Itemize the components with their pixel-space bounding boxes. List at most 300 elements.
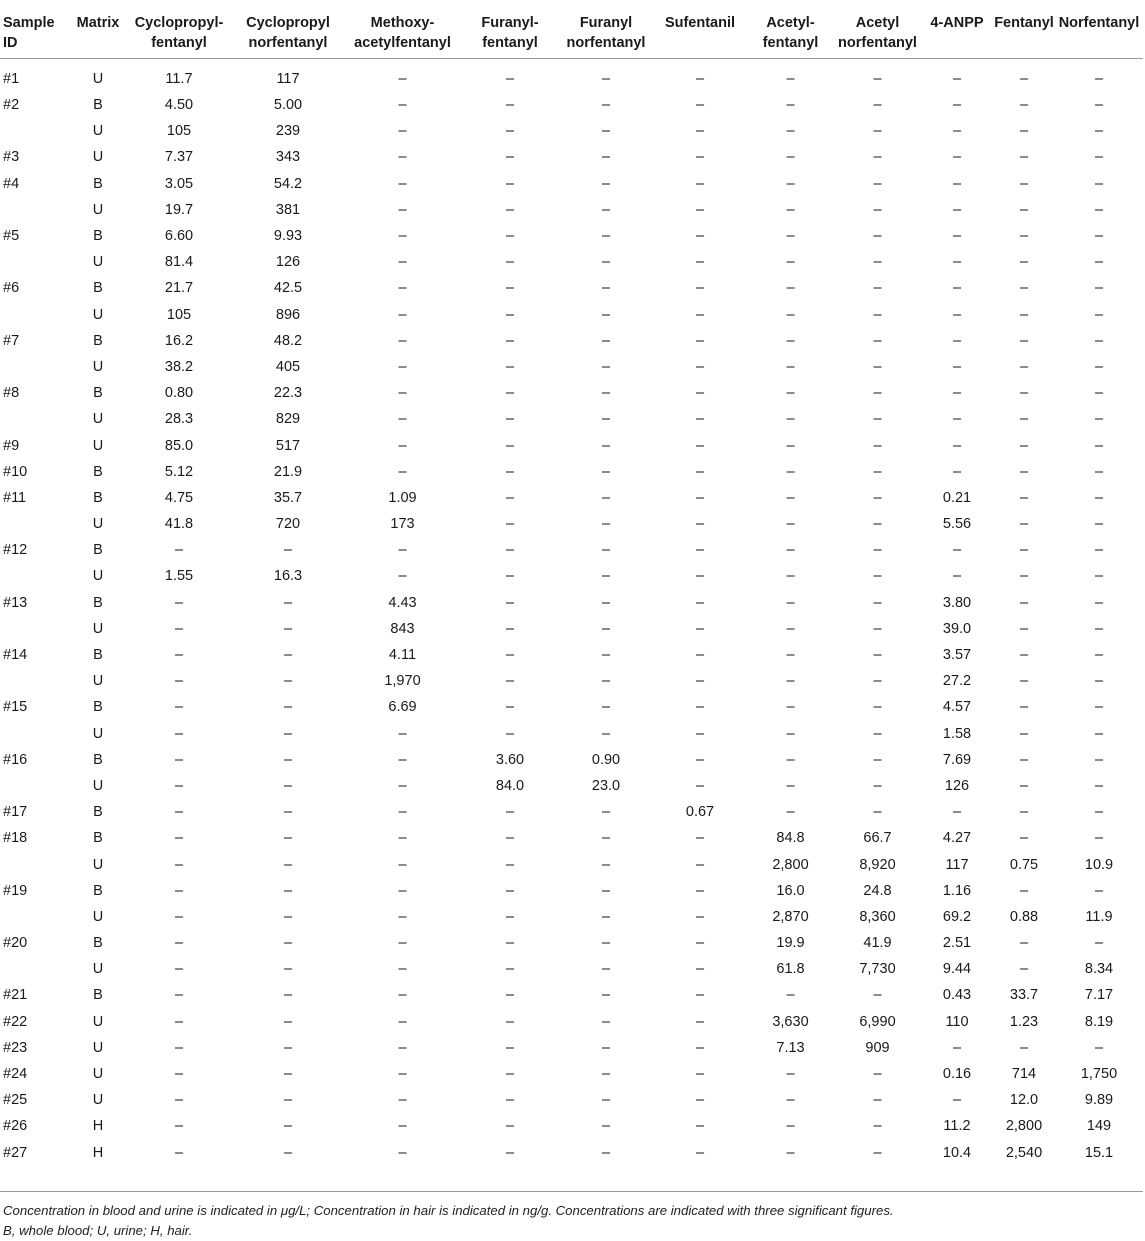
value-cell: – — [1019, 1039, 1029, 1056]
value-cell: – — [695, 358, 705, 375]
matrix-cell: B — [93, 489, 103, 506]
column-header — [461, 8, 559, 59]
column-header-line: Cyclopropyl- — [134, 15, 224, 31]
value-cell: – — [601, 1092, 611, 1109]
sample-id-cell — [0, 197, 70, 223]
column-header-line: Furanyl — [579, 15, 633, 31]
matrix-cell: U — [92, 516, 104, 533]
value-cell: 35.7 — [273, 489, 303, 506]
value-cell: – — [601, 516, 611, 533]
value-cell: – — [601, 594, 611, 611]
value-cell: 6.60 — [164, 228, 194, 245]
value-cell: – — [505, 437, 515, 454]
value-cell: – — [174, 804, 184, 821]
value-cell: – — [786, 201, 795, 218]
value-cell: 6,990 — [859, 1013, 896, 1030]
value-cell: – — [601, 1066, 611, 1083]
table-row — [0, 59, 1143, 93]
value-cell: – — [695, 1118, 705, 1135]
value-cell: – — [1094, 97, 1104, 114]
value-cell: – — [952, 332, 962, 349]
value-cell: 2,540 — [1005, 1144, 1043, 1161]
value-cell: 239 — [275, 123, 301, 140]
column-header-line: Norfentanyl — [1058, 15, 1140, 31]
value-cell: – — [873, 777, 882, 794]
matrix-cell: B — [93, 175, 103, 192]
value-cell: – — [174, 1066, 184, 1083]
value-cell: – — [601, 437, 611, 454]
value-cell: – — [873, 306, 882, 323]
value-cell: – — [873, 254, 882, 271]
value-cell: 16.0 — [776, 882, 805, 899]
value-cell: – — [1094, 777, 1104, 794]
table-row — [0, 511, 1143, 537]
value-cell: – — [601, 804, 611, 821]
value-cell: – — [601, 1118, 611, 1135]
value-cell: 12.0 — [1009, 1092, 1039, 1109]
value-cell: – — [952, 804, 962, 821]
matrix-cell: U — [92, 568, 104, 585]
value-cell: – — [952, 70, 962, 87]
value-cell: – — [283, 1066, 293, 1083]
value-cell: – — [1094, 123, 1104, 140]
value-cell: – — [398, 908, 407, 925]
value-cell: – — [786, 568, 795, 585]
sample-id-cell: #24 — [3, 1066, 28, 1083]
value-cell: 15.1 — [1084, 1144, 1114, 1161]
sample-id-cell — [0, 302, 70, 328]
value-cell: – — [174, 882, 184, 899]
value-cell: – — [1094, 830, 1104, 847]
value-cell: – — [174, 647, 184, 664]
value-cell: – — [695, 280, 705, 297]
table-row — [0, 171, 1143, 197]
value-cell: – — [786, 254, 795, 271]
value-cell: – — [786, 228, 795, 245]
value-cell: – — [398, 882, 407, 899]
value-cell: – — [1094, 516, 1104, 533]
value-cell: – — [695, 961, 705, 978]
value-cell: – — [398, 332, 407, 349]
matrix-cell: B — [93, 647, 103, 664]
value-cell: – — [873, 228, 882, 245]
value-cell: 19.7 — [164, 201, 194, 218]
value-cell: – — [1019, 568, 1029, 585]
value-cell: – — [786, 804, 795, 821]
value-cell: – — [786, 1144, 795, 1161]
value-cell: – — [1019, 699, 1029, 716]
sample-id-cell — [0, 249, 70, 275]
matrix-cell: B — [93, 97, 103, 114]
column-header-line: Sample — [3, 15, 55, 31]
value-cell: – — [505, 516, 515, 533]
value-cell: – — [505, 228, 515, 245]
value-cell: 1.23 — [1009, 1013, 1039, 1030]
value-cell: – — [873, 1092, 882, 1109]
value-cell: 16.3 — [273, 568, 303, 585]
column-header — [993, 8, 1055, 59]
value-cell: – — [786, 542, 795, 559]
value-cell: 1.55 — [164, 568, 194, 585]
matrix-cell: U — [92, 908, 104, 925]
value-cell: – — [505, 1039, 515, 1056]
column-header-line: Cyclopropyl — [246, 15, 330, 31]
value-cell: – — [873, 1118, 882, 1135]
sample-id-cell: #1 — [3, 70, 20, 87]
value-cell: 4.57 — [942, 699, 972, 716]
value-cell: – — [174, 725, 184, 742]
value-cell: 0.21 — [942, 489, 972, 506]
value-cell: – — [1094, 332, 1104, 349]
matrix-cell: B — [93, 882, 103, 899]
value-cell: – — [398, 961, 407, 978]
value-cell: – — [505, 1118, 515, 1135]
value-cell: – — [952, 411, 962, 428]
value-cell: – — [695, 882, 705, 899]
value-cell: – — [786, 385, 795, 402]
value-cell: – — [1019, 437, 1029, 454]
value-cell: – — [1094, 568, 1104, 585]
column-header — [70, 8, 126, 59]
column-header-line: Matrix — [76, 15, 120, 31]
value-cell: – — [174, 620, 184, 637]
value-cell: 896 — [275, 306, 301, 323]
table-row — [0, 354, 1143, 380]
value-cell: – — [505, 620, 515, 637]
table-row — [0, 92, 1143, 118]
sample-id-cell — [0, 616, 70, 642]
value-cell: 0.88 — [1009, 908, 1039, 925]
value-cell: – — [601, 1039, 611, 1056]
value-cell: – — [873, 1144, 882, 1161]
value-cell: – — [398, 463, 407, 480]
column-header-line: norfentanyl — [248, 35, 328, 51]
table-footnotes — [3, 1201, 894, 1241]
value-cell: – — [601, 856, 611, 873]
matrix-cell: H — [92, 1144, 104, 1161]
matrix-cell: H — [92, 1118, 104, 1135]
value-cell: – — [398, 935, 407, 952]
value-cell: – — [174, 1039, 184, 1056]
value-cell: – — [952, 385, 962, 402]
value-cell: 3.60 — [495, 751, 525, 768]
matrix-cell: U — [92, 961, 104, 978]
sample-id-cell — [0, 668, 70, 694]
value-cell: – — [786, 647, 795, 664]
value-cell: – — [283, 961, 293, 978]
column-header-line: fentanyl — [482, 35, 538, 51]
value-cell: 42.5 — [273, 280, 303, 297]
matrix-cell: U — [92, 411, 104, 428]
value-cell: 829 — [275, 411, 301, 428]
value-cell: 4.75 — [164, 489, 194, 506]
sample-id-cell: #3 — [3, 149, 20, 166]
value-cell: – — [1019, 542, 1029, 559]
matrix-cell: U — [92, 123, 104, 140]
value-cell: 5.12 — [164, 463, 194, 480]
value-cell: – — [873, 725, 882, 742]
value-cell: 2,800 — [772, 856, 809, 873]
column-header — [653, 8, 747, 59]
column-header-line: Fentanyl — [994, 15, 1054, 31]
value-cell: – — [873, 280, 882, 297]
value-cell: – — [505, 70, 515, 87]
value-cell: – — [505, 568, 515, 585]
footnote-abbreviations: B, whole blood; U, urine; H, hair. — [3, 1223, 193, 1238]
value-cell: 39.0 — [942, 620, 972, 637]
value-cell: – — [1019, 751, 1029, 768]
column-header-line: Methoxy- — [370, 15, 435, 31]
value-cell: – — [786, 725, 795, 742]
table-row — [0, 878, 1143, 904]
value-cell: – — [174, 935, 184, 952]
value-cell: 2,800 — [1005, 1118, 1043, 1135]
value-cell: – — [1094, 254, 1104, 271]
value-cell: – — [283, 804, 293, 821]
value-cell: – — [1019, 725, 1029, 742]
value-cell: 84.0 — [495, 777, 525, 794]
value-cell: 21.9 — [273, 463, 303, 480]
value-cell: – — [283, 777, 293, 794]
value-cell: – — [283, 699, 293, 716]
value-cell: 11.9 — [1085, 908, 1113, 925]
value-cell: 173 — [390, 516, 415, 533]
value-cell: – — [601, 1013, 611, 1030]
value-cell: – — [601, 830, 611, 847]
table-row — [0, 1035, 1143, 1061]
value-cell: – — [695, 254, 705, 271]
value-cell: – — [873, 175, 882, 192]
value-cell: 517 — [275, 437, 301, 454]
sample-id-cell: #19 — [3, 882, 28, 899]
value-cell: – — [283, 620, 293, 637]
value-cell: – — [786, 489, 795, 506]
matrix-cell: U — [92, 1066, 104, 1083]
value-cell: – — [283, 1013, 293, 1030]
value-cell: – — [398, 358, 407, 375]
value-cell: – — [398, 1066, 407, 1083]
value-cell: – — [505, 175, 515, 192]
value-cell: – — [1094, 489, 1104, 506]
value-cell: – — [1019, 882, 1029, 899]
value-cell: – — [505, 463, 515, 480]
column-header-line: 4-ANPP — [930, 15, 984, 31]
value-cell: – — [398, 149, 407, 166]
value-cell: – — [695, 908, 705, 925]
value-cell: – — [283, 751, 293, 768]
value-cell: 843 — [390, 620, 415, 637]
sample-id-cell: #18 — [3, 830, 28, 847]
table-row — [0, 721, 1143, 747]
value-cell: – — [174, 699, 184, 716]
value-cell: – — [952, 542, 962, 559]
value-cell: – — [1094, 542, 1104, 559]
value-cell: 85.0 — [164, 437, 194, 454]
value-cell: – — [283, 1118, 293, 1135]
value-cell: – — [873, 568, 882, 585]
table-row — [0, 302, 1143, 328]
value-cell: – — [505, 935, 515, 952]
value-cell: – — [505, 908, 515, 925]
value-cell: – — [398, 70, 407, 87]
value-cell: – — [873, 437, 882, 454]
table-bottom-rule — [0, 1191, 1143, 1192]
sample-id-cell — [0, 851, 70, 877]
value-cell: – — [1094, 437, 1104, 454]
value-cell: – — [695, 647, 705, 664]
value-cell: 405 — [275, 358, 301, 375]
value-cell: 81.4 — [164, 254, 194, 271]
value-cell: – — [695, 777, 705, 794]
value-cell: – — [398, 411, 407, 428]
value-cell: – — [505, 411, 515, 428]
value-cell: – — [174, 1144, 184, 1161]
value-cell: – — [1019, 97, 1029, 114]
sample-id-cell: #14 — [3, 647, 28, 664]
value-cell: – — [1019, 358, 1029, 375]
value-cell: – — [601, 306, 611, 323]
sample-id-cell: #13 — [3, 594, 28, 611]
matrix-cell: U — [92, 306, 104, 323]
sample-id-cell: #21 — [3, 987, 28, 1004]
sample-id-cell: #6 — [3, 280, 20, 297]
value-cell: – — [1019, 306, 1029, 323]
value-cell: – — [1019, 935, 1029, 952]
value-cell: – — [601, 542, 611, 559]
value-cell: 16.2 — [164, 332, 194, 349]
table-row — [0, 537, 1143, 563]
value-cell: 3.80 — [942, 594, 972, 611]
value-cell: – — [786, 987, 795, 1004]
value-cell: – — [1094, 1039, 1104, 1056]
value-cell: 0.75 — [1009, 856, 1039, 873]
sample-id-cell: #7 — [3, 332, 20, 349]
value-cell: – — [601, 725, 611, 742]
value-cell: – — [695, 1144, 705, 1161]
column-header-line: norfentanyl — [566, 35, 646, 51]
value-cell: 54.2 — [273, 175, 303, 192]
sample-id-cell: #26 — [3, 1118, 28, 1135]
value-cell: – — [283, 935, 293, 952]
value-cell: – — [505, 332, 515, 349]
sample-id-cell — [0, 406, 70, 432]
value-cell: – — [695, 725, 705, 742]
matrix-cell: U — [92, 70, 104, 87]
column-header — [232, 8, 344, 59]
matrix-cell: B — [93, 987, 103, 1004]
value-cell: – — [1019, 175, 1029, 192]
value-cell: – — [695, 830, 705, 847]
value-cell: – — [283, 725, 293, 742]
value-cell: 61.8 — [776, 961, 805, 978]
value-cell: – — [505, 882, 515, 899]
value-cell: – — [873, 201, 882, 218]
value-cell: – — [873, 358, 882, 375]
value-cell: – — [1019, 123, 1029, 140]
value-cell: – — [601, 201, 611, 218]
value-cell: – — [873, 123, 882, 140]
value-cell: – — [1019, 411, 1029, 428]
value-cell: – — [952, 201, 962, 218]
value-cell: – — [1094, 411, 1104, 428]
matrix-cell: U — [92, 673, 104, 690]
value-cell: – — [505, 306, 515, 323]
value-cell: – — [505, 725, 515, 742]
sample-id-cell — [0, 721, 70, 747]
column-header — [559, 8, 653, 59]
value-cell: 22.3 — [273, 385, 303, 402]
value-cell: – — [695, 463, 705, 480]
value-cell: – — [398, 804, 407, 821]
value-cell: – — [695, 751, 705, 768]
sample-id-cell — [0, 904, 70, 930]
value-cell: – — [695, 489, 705, 506]
matrix-cell: U — [92, 620, 104, 637]
value-cell: – — [601, 935, 611, 952]
value-cell: – — [695, 620, 705, 637]
matrix-cell: B — [93, 542, 103, 559]
value-cell: 909 — [865, 1039, 890, 1056]
table-body — [0, 59, 1143, 1166]
value-cell: – — [1094, 620, 1104, 637]
sample-id-cell: #23 — [3, 1039, 28, 1056]
value-cell: – — [283, 830, 293, 847]
table-row — [0, 406, 1143, 432]
value-cell: 5.56 — [942, 516, 972, 533]
value-cell: – — [786, 149, 795, 166]
value-cell: 2.51 — [942, 935, 972, 952]
value-cell: – — [601, 463, 611, 480]
value-cell: – — [695, 935, 705, 952]
table-row — [0, 616, 1143, 642]
value-cell: 1.58 — [942, 725, 972, 742]
value-cell: – — [1094, 463, 1104, 480]
value-cell: – — [398, 437, 407, 454]
matrix-cell: B — [93, 463, 103, 480]
value-cell: – — [1019, 332, 1029, 349]
value-cell: – — [174, 1013, 184, 1030]
value-cell: – — [786, 280, 795, 297]
value-cell: – — [873, 987, 882, 1004]
value-cell: – — [786, 437, 795, 454]
value-cell: – — [873, 594, 882, 611]
footnote-units: Concentration in blood and urine is indicated in μg/L; Concentration in hair is indicated in ng/g. Concentrations are indicated with three significant figures. — [3, 1203, 894, 1218]
matrix-cell: U — [92, 777, 104, 794]
value-cell: 0.80 — [164, 385, 194, 402]
value-cell: – — [695, 594, 705, 611]
value-cell: 33.7 — [1009, 987, 1039, 1004]
value-cell: – — [873, 385, 882, 402]
column-header-line: Sufentanil — [664, 15, 736, 31]
value-cell: – — [873, 489, 882, 506]
value-cell: – — [695, 673, 705, 690]
value-cell: 24.8 — [863, 882, 892, 899]
value-cell: – — [505, 1092, 515, 1109]
sample-id-cell: #11 — [3, 489, 27, 506]
value-cell: – — [873, 411, 882, 428]
value-cell: – — [952, 149, 962, 166]
value-cell: – — [174, 1092, 184, 1109]
value-cell: – — [695, 332, 705, 349]
matrix-cell: B — [93, 751, 103, 768]
value-cell: 7.13 — [776, 1039, 805, 1056]
value-cell: – — [952, 254, 962, 271]
value-cell: 38.2 — [164, 358, 194, 375]
value-cell: – — [1019, 516, 1029, 533]
value-cell: 9.93 — [273, 228, 303, 245]
value-cell: – — [1094, 228, 1104, 245]
value-cell: – — [283, 987, 293, 1004]
